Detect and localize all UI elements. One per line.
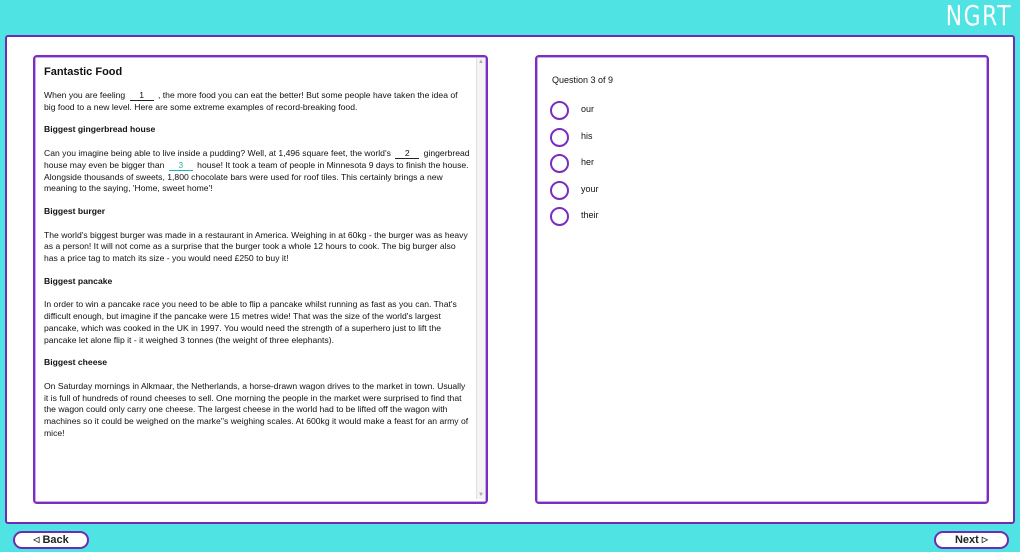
top-bar: [0, 0, 1020, 33]
section-heading-pancake: Biggest pancake: [44, 275, 113, 286]
question-panel: [535, 55, 989, 504]
gap-1: 1: [130, 91, 154, 101]
radio-button-icon[interactable]: [550, 101, 569, 120]
reading-title: Fantastic Food: [44, 66, 123, 78]
back-button[interactable]: [13, 531, 89, 549]
next-arrow-icon: ▷: [981, 535, 989, 544]
intro-text-after: , the more food you can eat the better! But some people have taken the idea of big food to a new level. Here are some extreme examples of record-breaking food.: [44, 90, 458, 112]
answer-option-label: their: [581, 210, 599, 220]
answer-option-label: our: [581, 104, 595, 114]
section-heading-gingerbread: Biggest gingerbread house: [44, 124, 156, 135]
scroll-down-icon[interactable]: ▼: [478, 492, 484, 498]
radio-button-icon[interactable]: [550, 207, 569, 226]
cheese-paragraph: On Saturday mornings in Alkmaar, the Netherlands, a horse-drawn wagon drives to the market in town. Usually it is full of hundreds of round cheeses to sell. One morning the people in the market were surprised to find that the wagon could only carry one cheese. The largest cheese in the world had to be lifted off the wagon with machines so it could be weighed on the marke''s weighing scales. At 600kg it would make a feast for an army of mice!: [44, 380, 469, 438]
back-button-label: Back: [42, 534, 69, 546]
reading-panel: [33, 55, 488, 504]
reading-scrollbar[interactable]: [476, 58, 485, 499]
gingerbread-text-3: house! It took a team of people in Minnesota 9 days to finish the house. Alongside thousands of sweets, 1,800 chocolate bars were used for roof tiles. This certainly brings a new meaning to the saying, 'Home, sweet home'!: [44, 159, 469, 194]
answer-option-label: his: [581, 130, 593, 141]
section-heading-burger: Biggest burger: [44, 205, 106, 216]
pancake-paragraph: In order to win a pancake race you need to be able to flip a pancake whilst running as fast as you can. That's difficult enough, but imagine if the pancake were 15 metres wide! That was the size of the world's largest pancake, which was cooked in the UK in 1997. You would need the strength of a superhero just to lift the pancake let alone flip it - it weighed 3 tonnes (the weight of three elephants).: [44, 299, 457, 345]
section-heading-cheese: Biggest cheese: [44, 357, 108, 368]
next-button[interactable]: [934, 531, 1009, 549]
next-button-label: Next: [954, 534, 979, 546]
ngrt-logo: NGRT: [945, 0, 1012, 32]
intro-text-before: When you are feeling: [44, 90, 128, 100]
radio-button-icon[interactable]: [550, 154, 569, 173]
gingerbread-paragraph: [44, 148, 470, 195]
radio-button-icon[interactable]: [550, 181, 569, 200]
question-counter: Question 3 of 9: [552, 75, 614, 85]
answer-option-label: your: [581, 183, 599, 194]
radio-button-icon[interactable]: [550, 128, 569, 147]
gingerbread-text-2: gingerbread house may even be bigger than: [44, 148, 470, 170]
reading-text: [44, 66, 470, 450]
intro-paragraph: [44, 90, 470, 113]
answer-option-label: her: [581, 157, 595, 167]
burger-paragraph: The world's biggest burger was made in a restaurant in America. Weighing in at 60kg - the burger was as heavy as a person! It will not come as a surprise that the burger took a whole 12 hours to cook. The big burger also has a price tag to match its size - you would need £250 to buy it!: [44, 229, 468, 264]
back-arrow-icon: ◁: [33, 535, 40, 544]
gingerbread-text-1: Can you imagine being able to live inside a pudding? Well, at 1,496 square feet, the world's: [44, 148, 394, 159]
gap-3-active: 3: [169, 161, 193, 171]
gap-2: 2: [395, 149, 419, 159]
scroll-up-icon[interactable]: ▲: [478, 59, 484, 65]
